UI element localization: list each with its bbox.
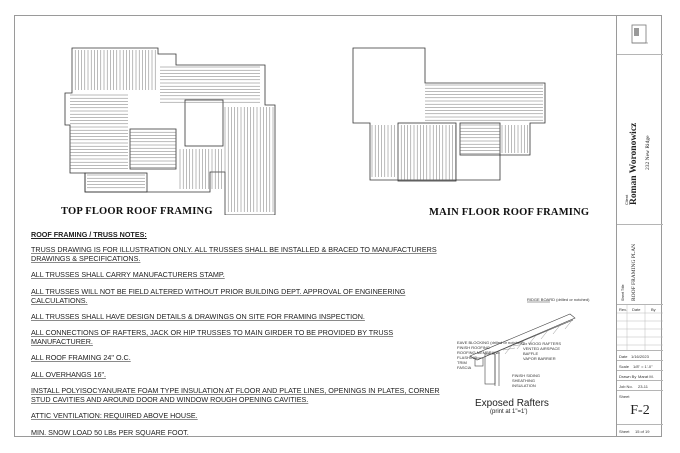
note-item: TRUSS DRAWING IS FOR ILLUSTRATION ONLY. ALL TRUSSES SHALL BE INSTALLED & BRACED TO MANUFACTURERS DRAWINGS & SPECIFICATIONS. [31,245,437,263]
note-item: INSTALL POLYISOCYANURATE FOAM TYPE INSULATION AT FLOOR AND PLATE LINES, OPENINGS IN PLATES, CORNER STUD CAVITIES AND AROUND DOOR AND WINDOW ROUGH OPENING CAVITIES. [31,386,440,405]
detail-label-wall: INSULATION [512,383,536,388]
detail-title: Exposed Rafters [475,398,549,409]
sheet-count-cell [617,425,663,437]
detail-label-right: VENTED AIRSPACE [523,346,561,351]
sheet-of-value: 15 of 19 [635,429,650,434]
main-floor-roof-plan [350,45,550,190]
note-item: ALL TRUSSES SHALL CARRY MANUFACTURERS STAMP. [31,270,225,280]
detail-subtitle: (print at 1"=1') [490,409,528,415]
note-item: ALL TRUSSES WILL NOT BE FIELD ALTERED WITHOUT PRIOR BUILDING DEPT. APPROVAL OF ENGINEERING CALCULATIONS. [31,286,406,305]
sheet-number-cell [617,391,663,425]
sheet-name: ROOF FRAMING PLAN [631,243,637,301]
detail-label-wall: FINISH SIDING [512,373,541,378]
note-item: ATTIC VENTILATION: REQUIRED ABOVE HOUSE. [31,411,198,421]
main-floor-plan-title: MAIN FLOOR ROOF FRAMING [429,207,590,218]
sheet-name-cell [617,225,663,305]
sheet-title-caption: Sheet Title [621,284,625,301]
client-name: Roman Woronowicz [629,122,639,205]
scale-value: 1/8" = 1'-0" [633,364,653,369]
top-floor-plan-title: TOP FLOOR ROOF FRAMING [61,206,213,217]
note-item: ALL CONNECTIONS OF RAFTERS, JACK OR HIP TRUSSES TO MAIN GIRDER TO BE PROVIDED BY TRUSS MANUFACTURER. [31,328,394,347]
note-item: ALL TRUSSES SHALL HAVE DESIGN DETAILS & DRAWINGS ON SITE FOR FRAMING INSPECTION. [31,311,365,321]
scale-label: Scale [619,364,630,369]
sheet-of-label: Sheet [619,429,630,434]
detail-label-wall: SHEATHING [512,378,536,383]
revision-table [617,305,663,351]
title-block [616,15,662,437]
note-item: ALL ROOF FRAMING 24" O.C. [31,353,131,363]
detail-label-left: FASCIA [457,365,472,370]
ridge-board-label: RIDGE BOARD (drilled or notched) [527,297,590,302]
rev-header: Rev. [619,307,627,312]
date-label: Date [619,354,628,359]
drawn-cell [617,371,663,381]
notes-heading: ROOF FRAMING / TRUSS NOTES: [31,230,147,239]
drawn-value: Marat M. [638,374,654,379]
detail-label-left: EAVE BLOCKING (drilled or notched) [457,340,524,345]
detail-label-right: VAPOR BARRIER [523,356,556,361]
detail-label-left: TRIM [457,360,467,365]
sheet-label: Sheet [619,394,630,399]
note-item: MIN. SNOW LOAD 50 LBs PER SQUARE FOOT. [31,427,189,437]
rev-header: By [651,307,656,312]
detail-label-right: 2x WOOD RAFTERS [523,341,562,346]
note-item: ALL OVERHANGS 16". [31,369,106,379]
job-label: Job No. [619,384,633,389]
client-cell [617,55,663,225]
detail-label-left: FINISH ROOFING [457,345,490,350]
date-value: 1/16/2023 [631,354,649,359]
detail-label-right: BAFFLE [523,351,539,356]
drawn-label: Drawn By [619,374,637,379]
detail-label-left: FLASHING [457,355,478,360]
scale-cell [617,361,663,371]
logo-cell [617,15,663,55]
sheet-number: F-2 [630,403,650,418]
job-value: 23-11 [638,384,648,389]
client-address: 232 New Ridge [645,135,651,170]
job-cell [617,381,663,391]
top-floor-roof-plan [60,45,285,215]
rev-header: Date [632,307,641,312]
date-cell [617,351,663,361]
architect-logo [617,15,663,55]
detail-label-left: ROOFING MEMBRANE [457,350,500,355]
client-caption: Client [624,194,629,205]
truss-notes [31,230,451,444]
